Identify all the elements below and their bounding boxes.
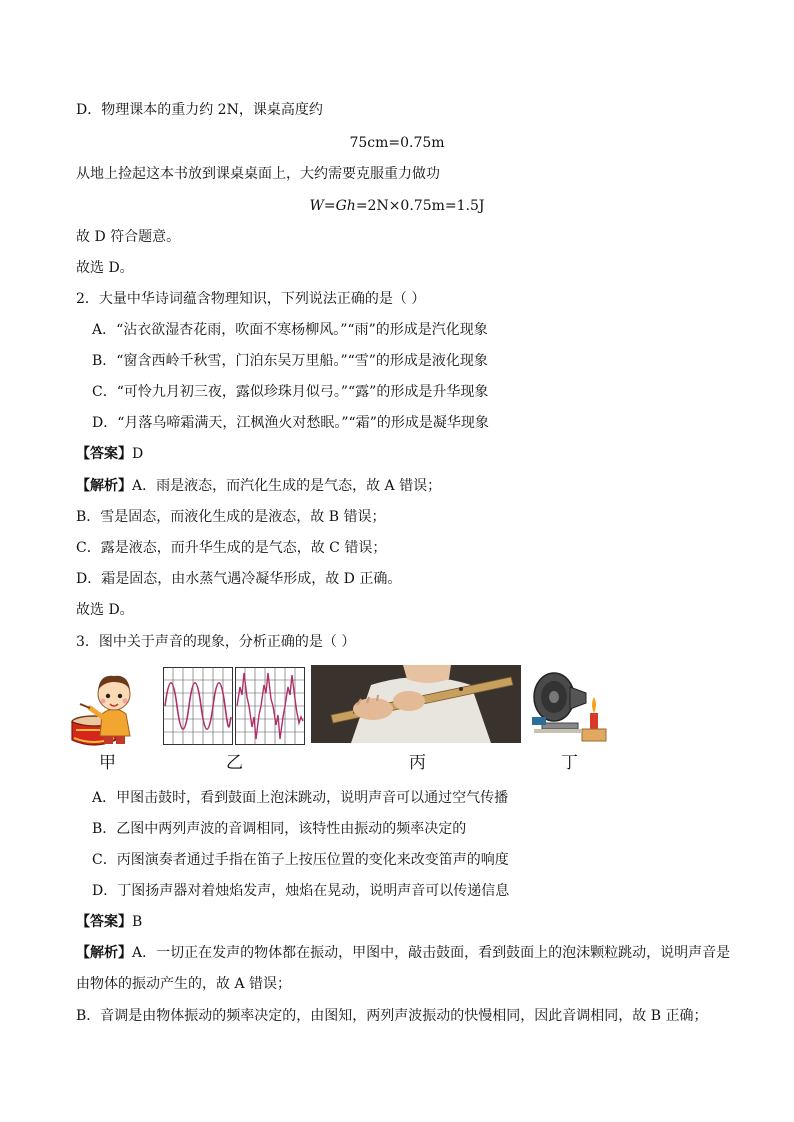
caption-bing: 丙: [409, 753, 426, 773]
q2-option-a: A．“沾衣欲湿杏花雨，吹面不寒杨柳风。”“雨”的形成是汽化现象: [92, 322, 488, 338]
q2-answer-value: D: [132, 446, 144, 462]
work-value: =2N×0.75m=1.5J: [355, 198, 485, 214]
work-symbol-w: W: [309, 198, 324, 214]
q3-option-d: D．丁图扬声器对着烛焰发声，烛焰在晃动，说明声音可以传递信息: [92, 883, 510, 899]
caption-ding: 丁: [561, 753, 578, 773]
q3-stem: 3．图中关于声音的现象，分析正确的是（ ）: [76, 634, 356, 650]
d-weight-text: D．物理课本的重力约 2N，课桌高度约: [76, 102, 323, 118]
q2-answer-tag: 【答案】: [76, 446, 132, 462]
waveform-panel-2: [235, 667, 305, 745]
work-equals: =: [323, 198, 336, 214]
q3-analysis-b: B．音调是由物体振动的频率决定的，由图知，两列声波振动的快慢相同，因此音调相同，故 B 正确；: [76, 1008, 708, 1024]
q3-option-a: A．甲图击鼓时，看到鼓面上泡沫跳动，说明声音可以通过空气传播: [92, 790, 509, 806]
q3-analysis-a1-text: A．一切正在发声的物体都在振动，甲图中，敲击鼓面，看到鼓面上的泡沫颗粒跳动，说明声音是: [132, 945, 731, 961]
caption-yi: 乙: [226, 753, 243, 773]
choose-d-2: 故选 D。: [76, 602, 134, 618]
d-conclusion: 故 D 符合题意。: [76, 229, 181, 245]
height-equation: 75cm=0.75m: [349, 135, 445, 151]
q3-analysis-a-line2: 由物体的振动产生的，故 A 错误；: [76, 976, 292, 992]
drum-boy-illustration: [68, 664, 144, 748]
q2-analysis-d: D．霜是固态，由水蒸气遇冷凝华形成，故 D 正确。: [76, 571, 402, 587]
q2-analysis-b: B．雪是固态，而液化生成的是液态，故 B 错误；: [76, 509, 386, 525]
q2-option-d: D．“月落乌啼霜满天，江枫渔火对愁眠。”“霜”的形成是凝华现象: [92, 415, 489, 431]
q3-analysis-tag: 【解析】: [76, 945, 132, 961]
choose-d-1: 故选 D。: [76, 260, 134, 276]
q2-analysis-a: [76, 476, 441, 496]
sound-waveforms-figure: [163, 667, 305, 745]
caption-jia: 甲: [99, 753, 116, 773]
q3-answer: [76, 912, 142, 932]
q2-option-c: C．“可怜九月初三夜，露似珍珠月似弓。”“露”的形成是升华现象: [92, 384, 489, 400]
work-symbol-gh: Gh: [335, 198, 356, 214]
q2-analysis-c: C．露是液态，而升华生成的是气态，故 C 错误；: [76, 540, 387, 556]
q3-option-b: B．乙图中两列声波的音调相同，该特性由振动的频率决定的: [92, 821, 467, 837]
q3-analysis-a-line1: [76, 943, 730, 963]
speaker-candle-illustration: [530, 667, 610, 743]
q2-option-b: B．“窗含西岭千秋雪，门泊东吴万里船。”“雪”的形成是液化现象: [92, 353, 488, 369]
flute-player-photo: [311, 665, 521, 743]
lift-text: 从地上捡起这本书放到课桌桌面上，大约需要克服重力做功: [76, 166, 440, 182]
q2-stem: 2．大量中华诗词蕴含物理知识，下列说法正确的是（ ）: [76, 291, 426, 307]
q3-answer-tag: 【答案】: [76, 914, 132, 930]
q2-analysis-a-text: A．雨是液态，而汽化生成的是气态，故 A 错误；: [132, 478, 442, 494]
q3-option-c: C．丙图演奏者通过手指在笛子上按压位置的变化来改变笛声的响度: [92, 852, 509, 868]
work-equation: [0, 196, 794, 216]
q2-analysis-tag: 【解析】: [76, 478, 132, 494]
waveform-panel-1: [163, 667, 233, 745]
q3-answer-value: B: [132, 914, 143, 930]
q2-answer: [76, 444, 143, 464]
